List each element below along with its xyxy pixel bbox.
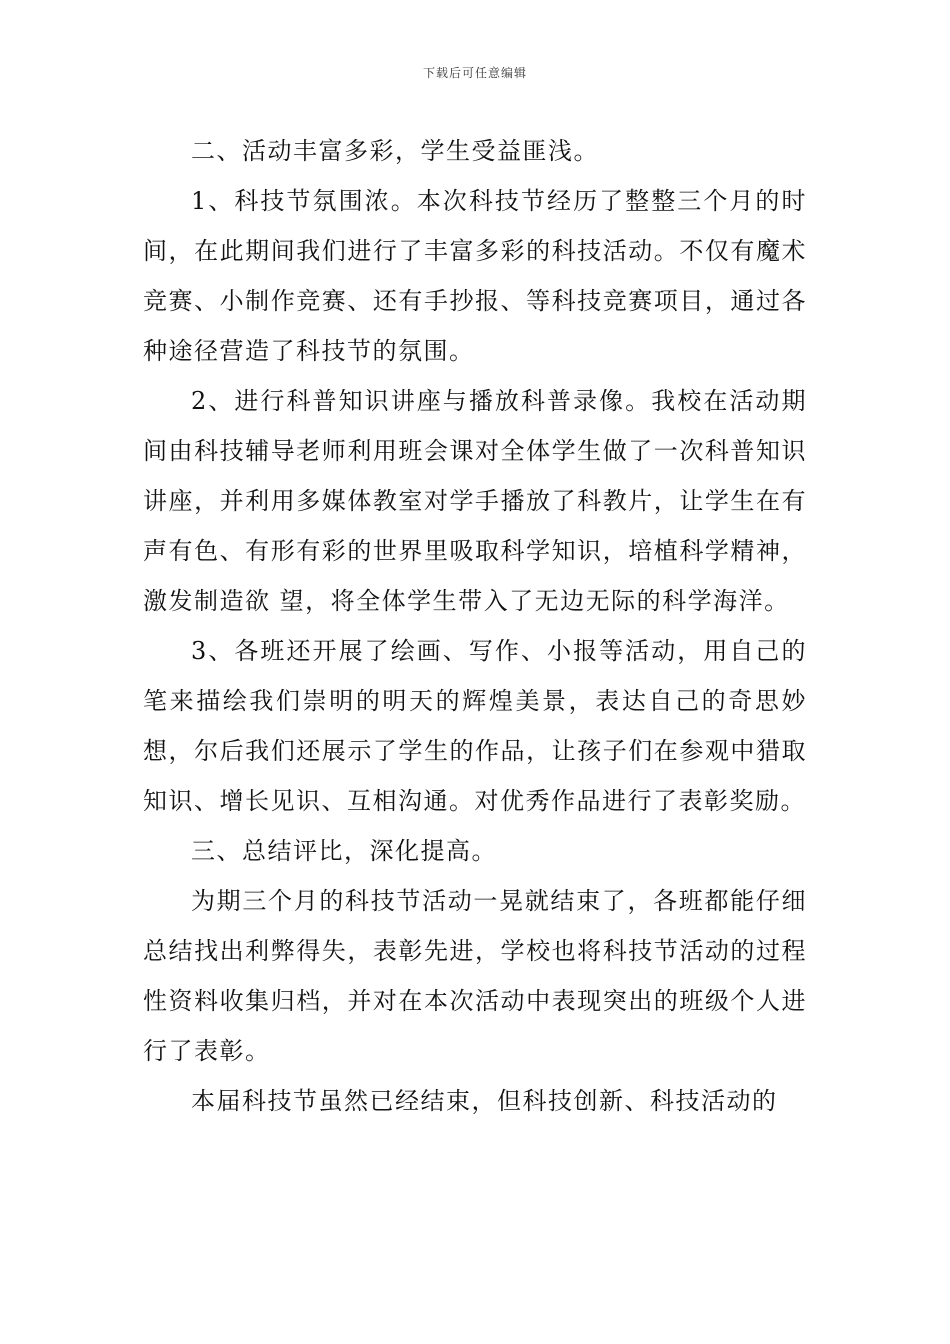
paragraph-class-activities: 3、各班还开展了绘画、写作、小报等活动，用自己的笔来描绘我们崇明的明天的辉煌美景，表达自己的奇思妙想，尔后我们还展示了学生的作品，让孩子们在参观中猎取知识、增长见识、互相沟通。对优秀作品进行了表彰奖励。 — [143, 637, 807, 815]
paragraph-atmosphere: 1、科技节氛围浓。本次科技节经历了整整三个月的时间，在此期间我们进行了丰富多彩的科技活动。不仅有魔术竞赛、小制作竞赛、还有手抄报、等科技竞赛项目，通过各种途径营造了科技节的氛围。 — [143, 187, 807, 365]
section-heading-summary: 三、总结评比，深化提高。 — [191, 837, 497, 865]
paragraph-closing: 本届科技节虽然已经结束，但科技创新、科技活动的 — [191, 1087, 778, 1115]
section-heading-activities: 二、活动丰富多彩，学生受益匪浅。 — [191, 137, 599, 165]
page-header-note: 下载后可任意编辑 — [422, 66, 527, 80]
paragraph-lectures: 2、进行科普知识讲座与播放科普录像。我校在活动期间由科技辅导老师利用班会课对全体学生做了一次科普知识讲座，并利用多媒体教室对学手播放了科教片，让学生在有声有色、有形有彩的世界里吸取科学知识，培植科学精神，激发制造欲 望，将全体学生带入了无边无际的科学海洋。 — [143, 387, 807, 615]
document-body — [143, 126, 807, 1126]
paragraph-summary: 为期三个月的科技节活动一晃就结束了，各班都能仔细总结找出利弊得失，表彰先进，学校也将科技节活动的过程性资料收集归档，并对在本次活动中表现突出的班级个人进行了表彰。 — [143, 887, 807, 1065]
